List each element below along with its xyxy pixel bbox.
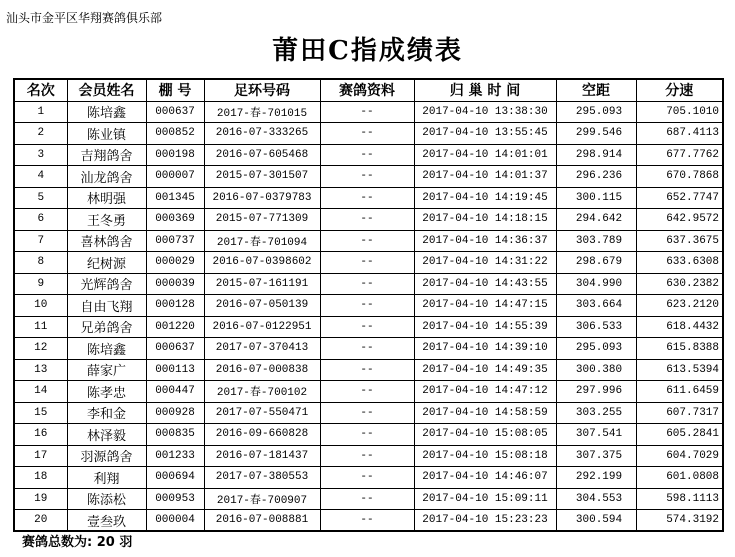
cell-rank: 17 — [14, 445, 67, 467]
cell-rank: 10 — [14, 295, 67, 317]
cell-pigeon-info: -- — [320, 381, 414, 403]
cell-pigeon-info: -- — [320, 123, 414, 145]
cell-speed: 677.7762 — [636, 144, 723, 166]
cell-loft-number: 001233 — [146, 445, 204, 467]
header-info: 赛鸽资料 — [320, 79, 414, 101]
cell-pigeon-info: -- — [320, 467, 414, 489]
cell-arrival-time: 2017-04-10 15:23:23 — [414, 510, 556, 532]
cell-pigeon-info: -- — [320, 402, 414, 424]
cell-distance: 304.990 — [556, 273, 636, 295]
cell-speed: 642.9572 — [636, 209, 723, 231]
cell-distance: 303.789 — [556, 230, 636, 252]
cell-pigeon-info: -- — [320, 338, 414, 360]
cell-ring-number: 2016-09-660828 — [204, 424, 320, 446]
cell-ring-number: 2017-春-701094 — [204, 230, 320, 252]
cell-speed: 574.3192 — [636, 510, 723, 532]
cell-member-name: 薛家广 — [67, 359, 146, 381]
cell-speed: 618.4432 — [636, 316, 723, 338]
cell-speed: 605.2841 — [636, 424, 723, 446]
cell-speed: 637.3675 — [636, 230, 723, 252]
table-row — [14, 381, 723, 403]
cell-speed: 630.2382 — [636, 273, 723, 295]
cell-member-name: 陈添松 — [67, 488, 146, 510]
cell-arrival-time: 2017-04-10 14:39:10 — [414, 338, 556, 360]
cell-speed: 687.4113 — [636, 123, 723, 145]
cell-loft-number: 000835 — [146, 424, 204, 446]
cell-loft-number: 001345 — [146, 187, 204, 209]
header-time: 归 巢 时 间 — [414, 79, 556, 101]
header-speed: 分速 — [636, 79, 723, 101]
cell-rank: 7 — [14, 230, 67, 252]
cell-pigeon-info: -- — [320, 187, 414, 209]
cell-arrival-time: 2017-04-10 14:19:45 — [414, 187, 556, 209]
cell-arrival-time: 2017-04-10 14:55:39 — [414, 316, 556, 338]
cell-rank: 18 — [14, 467, 67, 489]
cell-arrival-time: 2017-04-10 14:58:59 — [414, 402, 556, 424]
table-row — [14, 144, 723, 166]
cell-distance: 295.093 — [556, 101, 636, 123]
cell-pigeon-info: -- — [320, 252, 414, 274]
cell-rank: 12 — [14, 338, 67, 360]
cell-member-name: 李和金 — [67, 402, 146, 424]
header-row — [14, 79, 723, 101]
club-name: 汕头市金平区华翔赛鸽俱乐部 — [6, 11, 163, 25]
cell-distance: 306.533 — [556, 316, 636, 338]
results-table — [13, 78, 724, 532]
cell-speed: 670.7868 — [636, 166, 723, 188]
cell-ring-number: 2016-07-008881 — [204, 510, 320, 532]
cell-pigeon-info: -- — [320, 101, 414, 123]
cell-member-name: 吉翔鸽舍 — [67, 144, 146, 166]
cell-distance: 303.255 — [556, 402, 636, 424]
cell-arrival-time: 2017-04-10 14:43:55 — [414, 273, 556, 295]
cell-rank: 16 — [14, 424, 67, 446]
cell-loft-number: 000369 — [146, 209, 204, 231]
cell-rank: 5 — [14, 187, 67, 209]
table-row — [14, 187, 723, 209]
cell-arrival-time: 2017-04-10 14:46:07 — [414, 467, 556, 489]
table-row — [14, 510, 723, 532]
table-row — [14, 445, 723, 467]
cell-member-name: 壹叁玖 — [67, 510, 146, 532]
cell-pigeon-info: -- — [320, 424, 414, 446]
cell-arrival-time: 2017-04-10 14:47:12 — [414, 381, 556, 403]
cell-pigeon-info: -- — [320, 230, 414, 252]
cell-arrival-time: 2017-04-10 15:09:11 — [414, 488, 556, 510]
header-loft: 棚 号 — [146, 79, 204, 101]
cell-pigeon-info: -- — [320, 316, 414, 338]
cell-distance: 295.093 — [556, 338, 636, 360]
report-title: 莆田C指成绩表 — [272, 36, 463, 66]
table-row — [14, 424, 723, 446]
total-count: 赛鸽总数为: 20 羽 — [22, 535, 133, 550]
cell-member-name: 利翔 — [67, 467, 146, 489]
cell-member-name: 陈孝忠 — [67, 381, 146, 403]
cell-arrival-time: 2017-04-10 14:49:35 — [414, 359, 556, 381]
cell-speed: 607.7317 — [636, 402, 723, 424]
cell-arrival-time: 2017-04-10 13:38:30 — [414, 101, 556, 123]
cell-rank: 4 — [14, 166, 67, 188]
cell-loft-number: 000128 — [146, 295, 204, 317]
cell-member-name: 羽源鸽舍 — [67, 445, 146, 467]
cell-speed: 633.6308 — [636, 252, 723, 274]
table-row — [14, 402, 723, 424]
cell-arrival-time: 2017-04-10 15:08:05 — [414, 424, 556, 446]
cell-loft-number: 000198 — [146, 144, 204, 166]
cell-rank: 19 — [14, 488, 67, 510]
cell-loft-number: 000007 — [146, 166, 204, 188]
table-row — [14, 166, 723, 188]
cell-ring-number: 2015-07-771309 — [204, 209, 320, 231]
cell-ring-number: 2016-07-0379783 — [204, 187, 320, 209]
cell-pigeon-info: -- — [320, 273, 414, 295]
cell-distance: 300.594 — [556, 510, 636, 532]
table-row — [14, 359, 723, 381]
cell-rank: 1 — [14, 101, 67, 123]
cell-rank: 13 — [14, 359, 67, 381]
table-row — [14, 488, 723, 510]
cell-member-name: 陈培鑫 — [67, 338, 146, 360]
cell-rank: 9 — [14, 273, 67, 295]
cell-member-name: 林泽毅 — [67, 424, 146, 446]
cell-pigeon-info: -- — [320, 144, 414, 166]
cell-distance: 300.115 — [556, 187, 636, 209]
cell-ring-number: 2016-07-050139 — [204, 295, 320, 317]
table-header — [14, 79, 723, 101]
cell-loft-number: 000039 — [146, 273, 204, 295]
cell-speed: 615.8388 — [636, 338, 723, 360]
cell-distance: 299.546 — [556, 123, 636, 145]
cell-member-name: 喜林鸽舍 — [67, 230, 146, 252]
header-distance: 空距 — [556, 79, 636, 101]
cell-pigeon-info: -- — [320, 209, 414, 231]
cell-rank: 8 — [14, 252, 67, 274]
header-ring: 足环号码 — [204, 79, 320, 101]
cell-arrival-time: 2017-04-10 14:47:15 — [414, 295, 556, 317]
cell-loft-number: 000737 — [146, 230, 204, 252]
cell-member-name: 林明强 — [67, 187, 146, 209]
cell-loft-number: 000029 — [146, 252, 204, 274]
table-row — [14, 123, 723, 145]
cell-member-name: 汕龙鸽舍 — [67, 166, 146, 188]
cell-speed: 601.0808 — [636, 467, 723, 489]
cell-arrival-time: 2017-04-10 14:36:37 — [414, 230, 556, 252]
cell-distance: 296.236 — [556, 166, 636, 188]
cell-rank: 6 — [14, 209, 67, 231]
cell-member-name: 纪树源 — [67, 252, 146, 274]
cell-pigeon-info: -- — [320, 510, 414, 532]
cell-speed: 604.7029 — [636, 445, 723, 467]
cell-ring-number: 2017-春-700907 — [204, 488, 320, 510]
cell-loft-number: 001220 — [146, 316, 204, 338]
cell-ring-number: 2016-07-605468 — [204, 144, 320, 166]
cell-loft-number: 000637 — [146, 338, 204, 360]
header-name: 会员姓名 — [67, 79, 146, 101]
cell-arrival-time: 2017-04-10 14:31:22 — [414, 252, 556, 274]
cell-ring-number: 2015-07-161191 — [204, 273, 320, 295]
cell-distance: 292.199 — [556, 467, 636, 489]
cell-arrival-time: 2017-04-10 14:01:01 — [414, 144, 556, 166]
cell-arrival-time: 2017-04-10 13:55:45 — [414, 123, 556, 145]
table-row — [14, 209, 723, 231]
cell-ring-number: 2016-07-181437 — [204, 445, 320, 467]
cell-member-name: 光辉鸽舍 — [67, 273, 146, 295]
cell-ring-number: 2015-07-301507 — [204, 166, 320, 188]
cell-loft-number: 000694 — [146, 467, 204, 489]
cell-distance: 304.553 — [556, 488, 636, 510]
cell-pigeon-info: -- — [320, 488, 414, 510]
cell-speed: 705.1010 — [636, 101, 723, 123]
cell-arrival-time: 2017-04-10 14:01:37 — [414, 166, 556, 188]
table-row — [14, 467, 723, 489]
cell-member-name: 兄弟鸽舍 — [67, 316, 146, 338]
header-rank: 名次 — [14, 79, 67, 101]
cell-pigeon-info: -- — [320, 166, 414, 188]
cell-member-name: 陈业镇 — [67, 123, 146, 145]
cell-ring-number: 2016-07-0122951 — [204, 316, 320, 338]
cell-pigeon-info: -- — [320, 295, 414, 317]
cell-speed: 611.6459 — [636, 381, 723, 403]
cell-member-name: 自由飞翔 — [67, 295, 146, 317]
cell-ring-number: 2017-春-700102 — [204, 381, 320, 403]
cell-ring-number: 2017-07-380553 — [204, 467, 320, 489]
table-row — [14, 338, 723, 360]
cell-ring-number: 2016-07-333265 — [204, 123, 320, 145]
cell-distance: 307.541 — [556, 424, 636, 446]
cell-loft-number: 000113 — [146, 359, 204, 381]
cell-ring-number: 2016-07-000838 — [204, 359, 320, 381]
cell-distance: 298.914 — [556, 144, 636, 166]
cell-distance: 303.664 — [556, 295, 636, 317]
table-row — [14, 230, 723, 252]
cell-ring-number: 2017-07-550471 — [204, 402, 320, 424]
cell-loft-number: 000928 — [146, 402, 204, 424]
cell-speed: 613.5394 — [636, 359, 723, 381]
cell-loft-number: 000447 — [146, 381, 204, 403]
cell-pigeon-info: -- — [320, 445, 414, 467]
cell-ring-number: 2017-春-701015 — [204, 101, 320, 123]
cell-member-name: 陈培鑫 — [67, 101, 146, 123]
cell-loft-number: 000004 — [146, 510, 204, 532]
cell-rank: 20 — [14, 510, 67, 532]
cell-distance: 298.679 — [556, 252, 636, 274]
cell-loft-number: 000953 — [146, 488, 204, 510]
cell-distance: 307.375 — [556, 445, 636, 467]
cell-member-name: 王冬勇 — [67, 209, 146, 231]
cell-ring-number: 2016-07-0398602 — [204, 252, 320, 274]
cell-speed: 623.2120 — [636, 295, 723, 317]
table-row — [14, 295, 723, 317]
cell-speed: 598.1113 — [636, 488, 723, 510]
cell-rank: 11 — [14, 316, 67, 338]
table-row — [14, 316, 723, 338]
cell-arrival-time: 2017-04-10 14:18:15 — [414, 209, 556, 231]
cell-rank: 2 — [14, 123, 67, 145]
cell-distance: 297.996 — [556, 381, 636, 403]
table-row — [14, 273, 723, 295]
cell-loft-number: 000852 — [146, 123, 204, 145]
table-row — [14, 252, 723, 274]
cell-rank: 15 — [14, 402, 67, 424]
cell-pigeon-info: -- — [320, 359, 414, 381]
table-row — [14, 101, 723, 123]
cell-distance: 294.642 — [556, 209, 636, 231]
cell-arrival-time: 2017-04-10 15:08:18 — [414, 445, 556, 467]
table-body — [14, 101, 723, 531]
cell-loft-number: 000637 — [146, 101, 204, 123]
cell-rank: 3 — [14, 144, 67, 166]
cell-rank: 14 — [14, 381, 67, 403]
cell-ring-number: 2017-07-370413 — [204, 338, 320, 360]
cell-distance: 300.380 — [556, 359, 636, 381]
cell-speed: 652.7747 — [636, 187, 723, 209]
